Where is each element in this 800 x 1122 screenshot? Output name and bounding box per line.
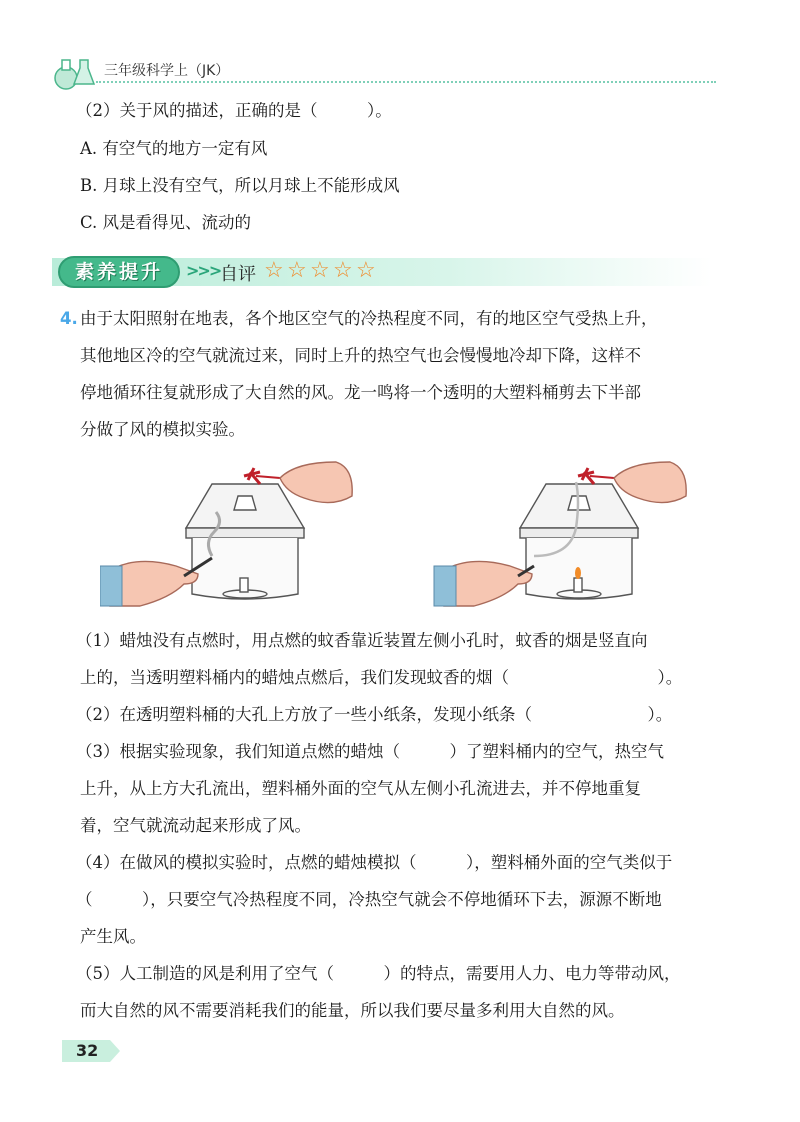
- section-title: 素养提升: [58, 256, 180, 288]
- q4-sub5-line-2: 而大自然的风不需要消耗我们的能量，所以我们要尽量多利用大自然的风。: [80, 1001, 625, 1020]
- q2-option-c: C. 风是看得见、流动的: [80, 213, 252, 232]
- apparatus-left: [186, 484, 304, 599]
- banner-arrows: >>>: [186, 261, 221, 280]
- q4-sub1-line-1: （1）蜡烛没有点燃时，用点燃的蚊香靠近装置左侧小孔时，蚊香的烟是竖直向: [76, 631, 648, 650]
- self-eval-label: 自评: [220, 264, 256, 285]
- experiment-illustration: [100, 456, 710, 622]
- q4-number: 4.: [60, 309, 78, 328]
- q4-sub4-line-1: （4）在做风的模拟实验时，点燃的蜡烛模拟（ ），塑料桶外面的空气类似于: [76, 853, 673, 872]
- star-icon-5[interactable]: ☆: [356, 258, 376, 283]
- q4-sub1-line-2: 上的，当透明塑料桶内的蜡烛点燃后，我们发现蚊香的烟（ ）。: [80, 668, 683, 687]
- q2-stem: （2）关于风的描述，正确的是（ ）。: [76, 101, 392, 120]
- tassel-right: [578, 468, 614, 484]
- q2-option-a: A. 有空气的地方一定有风: [80, 139, 268, 158]
- star-icon-3[interactable]: ☆: [310, 258, 330, 283]
- header-divider: [96, 81, 716, 83]
- q4-intro-line-4: 分做了风的模拟实验。: [80, 420, 245, 439]
- q4-intro-line-1: 由于太阳照射在地表，各个地区空气的冷热程度不同，有的地区空气受热上升，: [80, 309, 658, 328]
- q4-sub3-line-3: 着，空气就流动起来形成了风。: [80, 816, 311, 835]
- q4-intro-line-3: 停地循环往复就形成了大自然的风。龙一鸣将一个透明的大塑料桶剪去下半部: [80, 383, 641, 402]
- q4-sub3-line-2: 上升，从上方大孔流出，塑料桶外面的空气从左侧小孔流进去，并不停地重复: [80, 779, 641, 798]
- q4-sub3-line-1: （3）根据实验现象，我们知道点燃的蜡烛（ ）了塑料桶内的空气，热空气: [76, 742, 664, 761]
- header-flask-icon: [52, 56, 96, 90]
- q4-intro-line-2: 其他地区冷的空气就流过来，同时上升的热空气也会慢慢地冷却下降，这样不: [80, 346, 641, 365]
- q2-option-b: B. 月球上没有空气，所以月球上不能形成风: [80, 176, 400, 195]
- star-icon-4[interactable]: ☆: [333, 258, 353, 283]
- star-icon-2[interactable]: ☆: [287, 258, 307, 283]
- q4-sub2: （2）在透明塑料桶的大孔上方放了一些小纸条，发现小纸条（ ）。: [76, 705, 673, 724]
- page-number: 32: [76, 1041, 99, 1060]
- tassel-left: [244, 468, 280, 484]
- q4-sub4-line-3: 产生风。: [80, 927, 146, 946]
- q4-sub5-line-1: （5）人工制造的风是利用了空气（ ）的特点，需要用人力、电力等带动风，: [76, 964, 681, 983]
- q4-sub4-line-2: （ ），只要空气冷热程度不同，冷热空气就会不停地循环下去，源源不断地: [76, 890, 662, 909]
- star-icon-1[interactable]: ☆: [264, 258, 284, 283]
- header-title: 三年级科学上（JK）: [104, 63, 230, 79]
